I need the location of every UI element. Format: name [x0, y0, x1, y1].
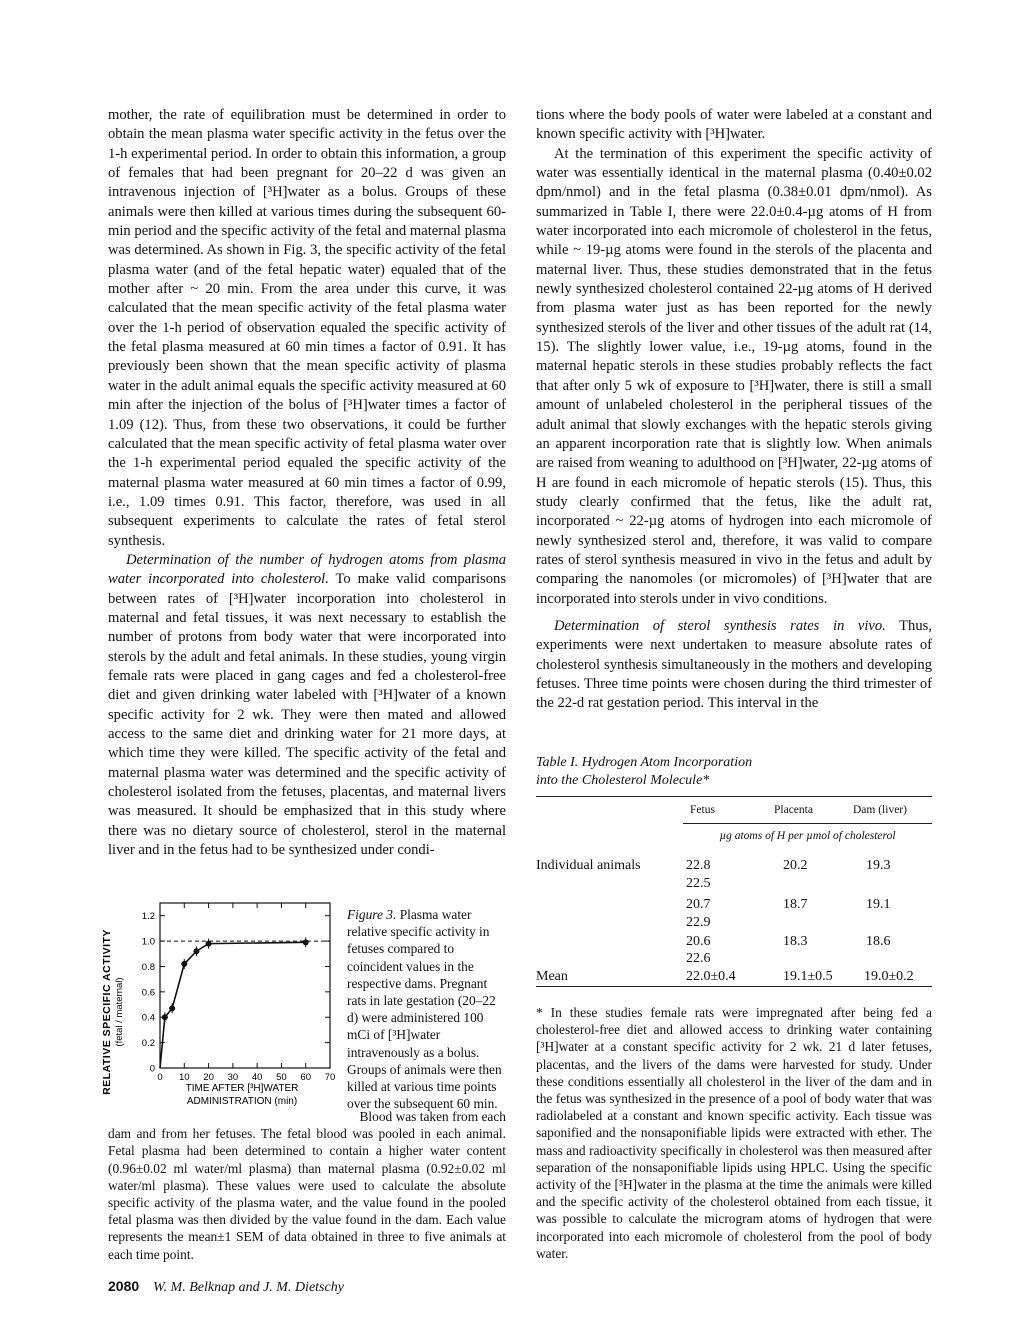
x-tick-label: 30	[227, 1072, 239, 1083]
x-tick-label: 40	[251, 1072, 263, 1083]
y-tick-label: 0.8	[141, 961, 155, 973]
left-column	[108, 106, 506, 860]
data-point	[181, 961, 187, 967]
figure-3-caption-tail: Blood was taken from each	[359, 1109, 506, 1124]
table-row-label-individual: Individual animals	[536, 858, 641, 873]
table-cell-mean-fetus: 22.0±0.4	[686, 969, 736, 984]
data-point	[206, 941, 212, 947]
left-paragraph-2-body: To make valid comparisons between rates of [³H]water incorporation into cholesterol in maternal and fetal tissues, it was next necessary to establish the number of protons from body water that were incorporated into sterols by the adult and fetal animals. In these studies, young virgin female rats were placed in gang cages and fed a cholesterol-free diet and given drinking water labeled with [³H]water of a known specific activity for 2 wk. They were then mated and allowed access to the same diet and drinking water for 21 more days, at which time they were killed. The specific activity of the fetal and maternal plasma water was determined and the specific activity of cholesterol isolated from the fetuses, placentas, and maternal livers was measured. It should be emphasized that in this study where there was no dietary source of cholesterol, sterol in the maternal liver and in the fetus had to be synthesized under condi-	[108, 571, 507, 859]
figure-3-caption-rest: dam and from her fetuses. The fetal blood was pooled in each animal. Fetal plasma had been determined to contain a higher water content (0.96±0.02 ml water/ml plasma) than maternal plasma (0.92±0.02 ml water/ml plasma). These values were used to calculate the absolute specific activity of the plasma water, and the value found in the pooled fetal plasma was then divided by the value found in the dam. Each value represents the mean±1 SEM of data obtained in three to five animals at each time point.	[108, 1126, 506, 1262]
chart-y-axis-sublabel: (fetal / maternal)	[114, 977, 125, 1047]
y-tick-label: 0.4	[141, 1012, 155, 1024]
chart-axes	[142, 903, 336, 1083]
figure-3-caption-lead: Figure 3.	[347, 907, 397, 922]
x-tick-label: 70	[324, 1072, 336, 1083]
table-cell-placenta: 18.7	[783, 897, 808, 912]
right-paragraph-2: At the termination of this experiment the specific activity of water was essentially identical in the maternal plasma (0.40±0.02 dpm/nmol) and in the fetal plasma (0.38±0.01 dpm/nmol). As summarized in Table I, there were 22.0±0.4-µg atoms of H from water incorporated into each micromole of cholesterol in the fetus, while ~ 19-µg atoms were found in the sterols of the placenta and maternal liver. Thus, these studies demonstrated that in the fetus newly synthesized cholesterol contained 22-µg atoms of H derived from plasma water just as has been reported for the newly synthesized sterols of the liver and other tissues of the adult rat (14, 15). The slightly lower value, i.e., 19-µg atoms, found in the maternal hepatic sterols in these studies probably reflects the fact that after only 5 wk of exposure to [³H]water, there is still a small amount of unlabeled cholesterol in the peripheral tissues of the adult animal that slowly exchanges with the hepatic sterols giving an apparent incorporation rate that is slightly low. When animals are raised from weaning to adulthood on [³H]water, 22-µg atoms of H are found in each micromole of hepatic sterols (15). Thus, this study clearly confirmed that the fetus, like the adult rat, incorporated ~ 22-µg atoms of hydrogen into each micromole of newly synthesized sterol and, therefore, it was valid to compare rates of sterol synthesis measured in vivo in the fetus and adult by comparing the nanomoles (or micromoles) of [³H]water that are incorporated into sterols under in vivo conditions.	[536, 145, 932, 607]
chart-x-axis-label-line1: TIME AFTER [³H]WATER	[185, 1083, 299, 1094]
section-heading-sterol-synthesis: Determination of sterol synthesis rates in vivo.	[554, 617, 886, 634]
figure-3-caption-continued	[108, 1108, 506, 1263]
right-paragraph-1: tions where the body pools of water were labeled at a constant and known specific activity with [³H]water.	[536, 107, 932, 143]
right-paragraph-3	[536, 617, 932, 714]
chart-y-axis-label: RELATIVE SPECIFIC ACTIVITY	[101, 929, 113, 1095]
chart-frame	[160, 903, 330, 1068]
left-paragraph-1: mother, the rate of equilibration must be determined in order to obtain the mean plasma water specific activity in the fetus over the 1-h experimental period. In order to obtain this information, a group of females that had been pregnant for 20–22 d was given an intravenous injection of [³H]water as a bolus. Groups of these animals were then killed at various times during the subsequent 60-min period and the specific activity of the fetal and maternal plasma was determined. As shown in Fig. 3, the specific activity of the fetal plasma water (and of the fetal hepatic water) equaled that of the mother after ~ 20 min. From the area under this curve, it was calculated that the mean specific activity of the fetal plasma water over the 1-h period of observation equaled the specific activity of the fetal plasma measured at 60 min times a factor of 0.91. It has previously been shown that the mean specific activity of plasma water in the adult animal equals the specific activity measured at 60 min after the injection of the bolus of [³H]water times a factor of 1.09 (12). Thus, from these two observations, it could be further calculated that the mean specific activity of fetal plasma water over the 1-h experimental period equaled the specific activity of the maternal plasma water measured at 60 min times a factor of 0.99, i.e., 1.09 times 0.91. This factor, therefore, was used in all subsequent experiments to calculate the rates of fetal sterol synthesis.	[108, 107, 506, 549]
series-line	[160, 942, 306, 1068]
left-paragraph-2	[108, 551, 506, 861]
y-tick-label: 1.2	[141, 911, 155, 923]
table-cell-mean-dam: 19.0±0.2	[864, 969, 914, 984]
table-header-fetus: Fetus	[690, 804, 715, 816]
table-rule-mid	[683, 823, 932, 824]
x-tick-label: 60	[300, 1072, 312, 1083]
table-cell-fetus: 20.6	[686, 934, 711, 949]
table-rule-top	[536, 796, 932, 797]
y-tick-label: 0	[149, 1063, 155, 1075]
table-cell-fetus: 20.7	[686, 897, 711, 912]
page-number: 2080	[108, 1278, 140, 1294]
figure-3-caption	[347, 906, 502, 1112]
data-point	[169, 1005, 175, 1011]
table-cell-dam: 19.1	[866, 897, 891, 912]
data-point	[303, 939, 309, 945]
data-point	[162, 1014, 168, 1020]
table-cell-fetus: 22.6	[686, 951, 711, 966]
chart-marks	[160, 937, 309, 1068]
table-1-title-line2: into the Cholesterol Molecule*	[536, 773, 710, 788]
table-header-dam: Dam (liver)	[853, 804, 907, 816]
running-authors: W. M. Belknap and J. M. Dietschy	[153, 1280, 344, 1295]
y-tick-label: 0.6	[141, 987, 155, 999]
table-cell-mean-placenta: 19.1±0.5	[783, 969, 833, 984]
table-cell-dam: 18.6	[866, 934, 891, 949]
y-tick-label: 1.0	[141, 936, 155, 948]
table-cell-fetus: 22.5	[686, 876, 711, 891]
right-column	[536, 106, 932, 714]
y-tick-label: 0.2	[141, 1038, 155, 1050]
x-tick-label: 10	[178, 1072, 190, 1083]
x-tick-label: 20	[203, 1072, 214, 1083]
table-row-label-mean: Mean	[536, 969, 568, 984]
table-cell-fetus: 22.9	[686, 915, 711, 930]
figure-3-chart	[100, 895, 340, 1130]
table-1-title-line1: Table I. Hydrogen Atom Incorporation	[536, 755, 753, 770]
x-tick-label: 0	[157, 1072, 163, 1083]
page-footer	[108, 1278, 344, 1296]
table-cell-dam: 19.3	[866, 858, 891, 873]
table-rule-bottom	[536, 986, 932, 987]
chart-x-axis-label-line2: ADMINISTRATION (min)	[186, 1096, 298, 1107]
x-tick-label: 50	[276, 1072, 287, 1083]
table-1-footnote: * In these studies female rats were impregnated after being fed a cholesterol-free diet and allowed access to drinking water containing [³H]water at a constant specific activity for 2 wk. 21 d later fetuses, placentas, and the livers of the dams were harvested for study. Under these conditions essentially all cholesterol in the liver of the dam and in the fetus was synthesized in the presence of a pool of body water that was radiolabeled at a constant and known specific activity. Each tissue was saponified and the nonsaponifiable lipids were extracted with ether. The mass and radioactivity specifically in cholesterol was then measured after separation of the nonsaponifiable lipids using HPLC. Using the specific activity of the [³H]water in the plasma at the time the animals were killed and the specific activity of the cholesterol obtained from each tissue, it was possible to calculate the microgram atoms of hydrogen that were incorporated into each micromole of cholesterol from the pool of body water.	[536, 1005, 932, 1261]
table-cell-placenta: 18.3	[783, 934, 808, 949]
table-cell-fetus: 22.8	[686, 858, 711, 873]
table-unit-row: µg atoms of H per µmol of cholesterol	[719, 830, 896, 842]
table-header-placenta: Placenta	[774, 804, 813, 816]
figure-3	[100, 895, 340, 1130]
table-cell-placenta: 20.2	[783, 858, 808, 873]
data-point	[193, 948, 199, 954]
table-1-title	[536, 754, 932, 790]
section-heading-hydrogen-atoms: Determination of the number of hydrogen atoms from plasma water incorporated into cholesterol.	[108, 551, 506, 588]
right-paragraph-3-body: Thus, experiments were next undertaken to measure absolute rates of cholesterol synthesis simultaneously in the mothers and developing fetuses. Three time points were chosen during the third trimester of the 22-d rat gestation period. This interval in the	[536, 617, 932, 712]
figure-3-caption-side: Plasma water relative specific activity in fetuses compared to coincident values in the respective dams. Pregnant rats in late gestation (20–22 d) were administered 100 mCi of [³H]water intravenously as a bolus. Groups of animals were then killed at various time points over the subsequent 60 min.	[347, 907, 502, 1112]
